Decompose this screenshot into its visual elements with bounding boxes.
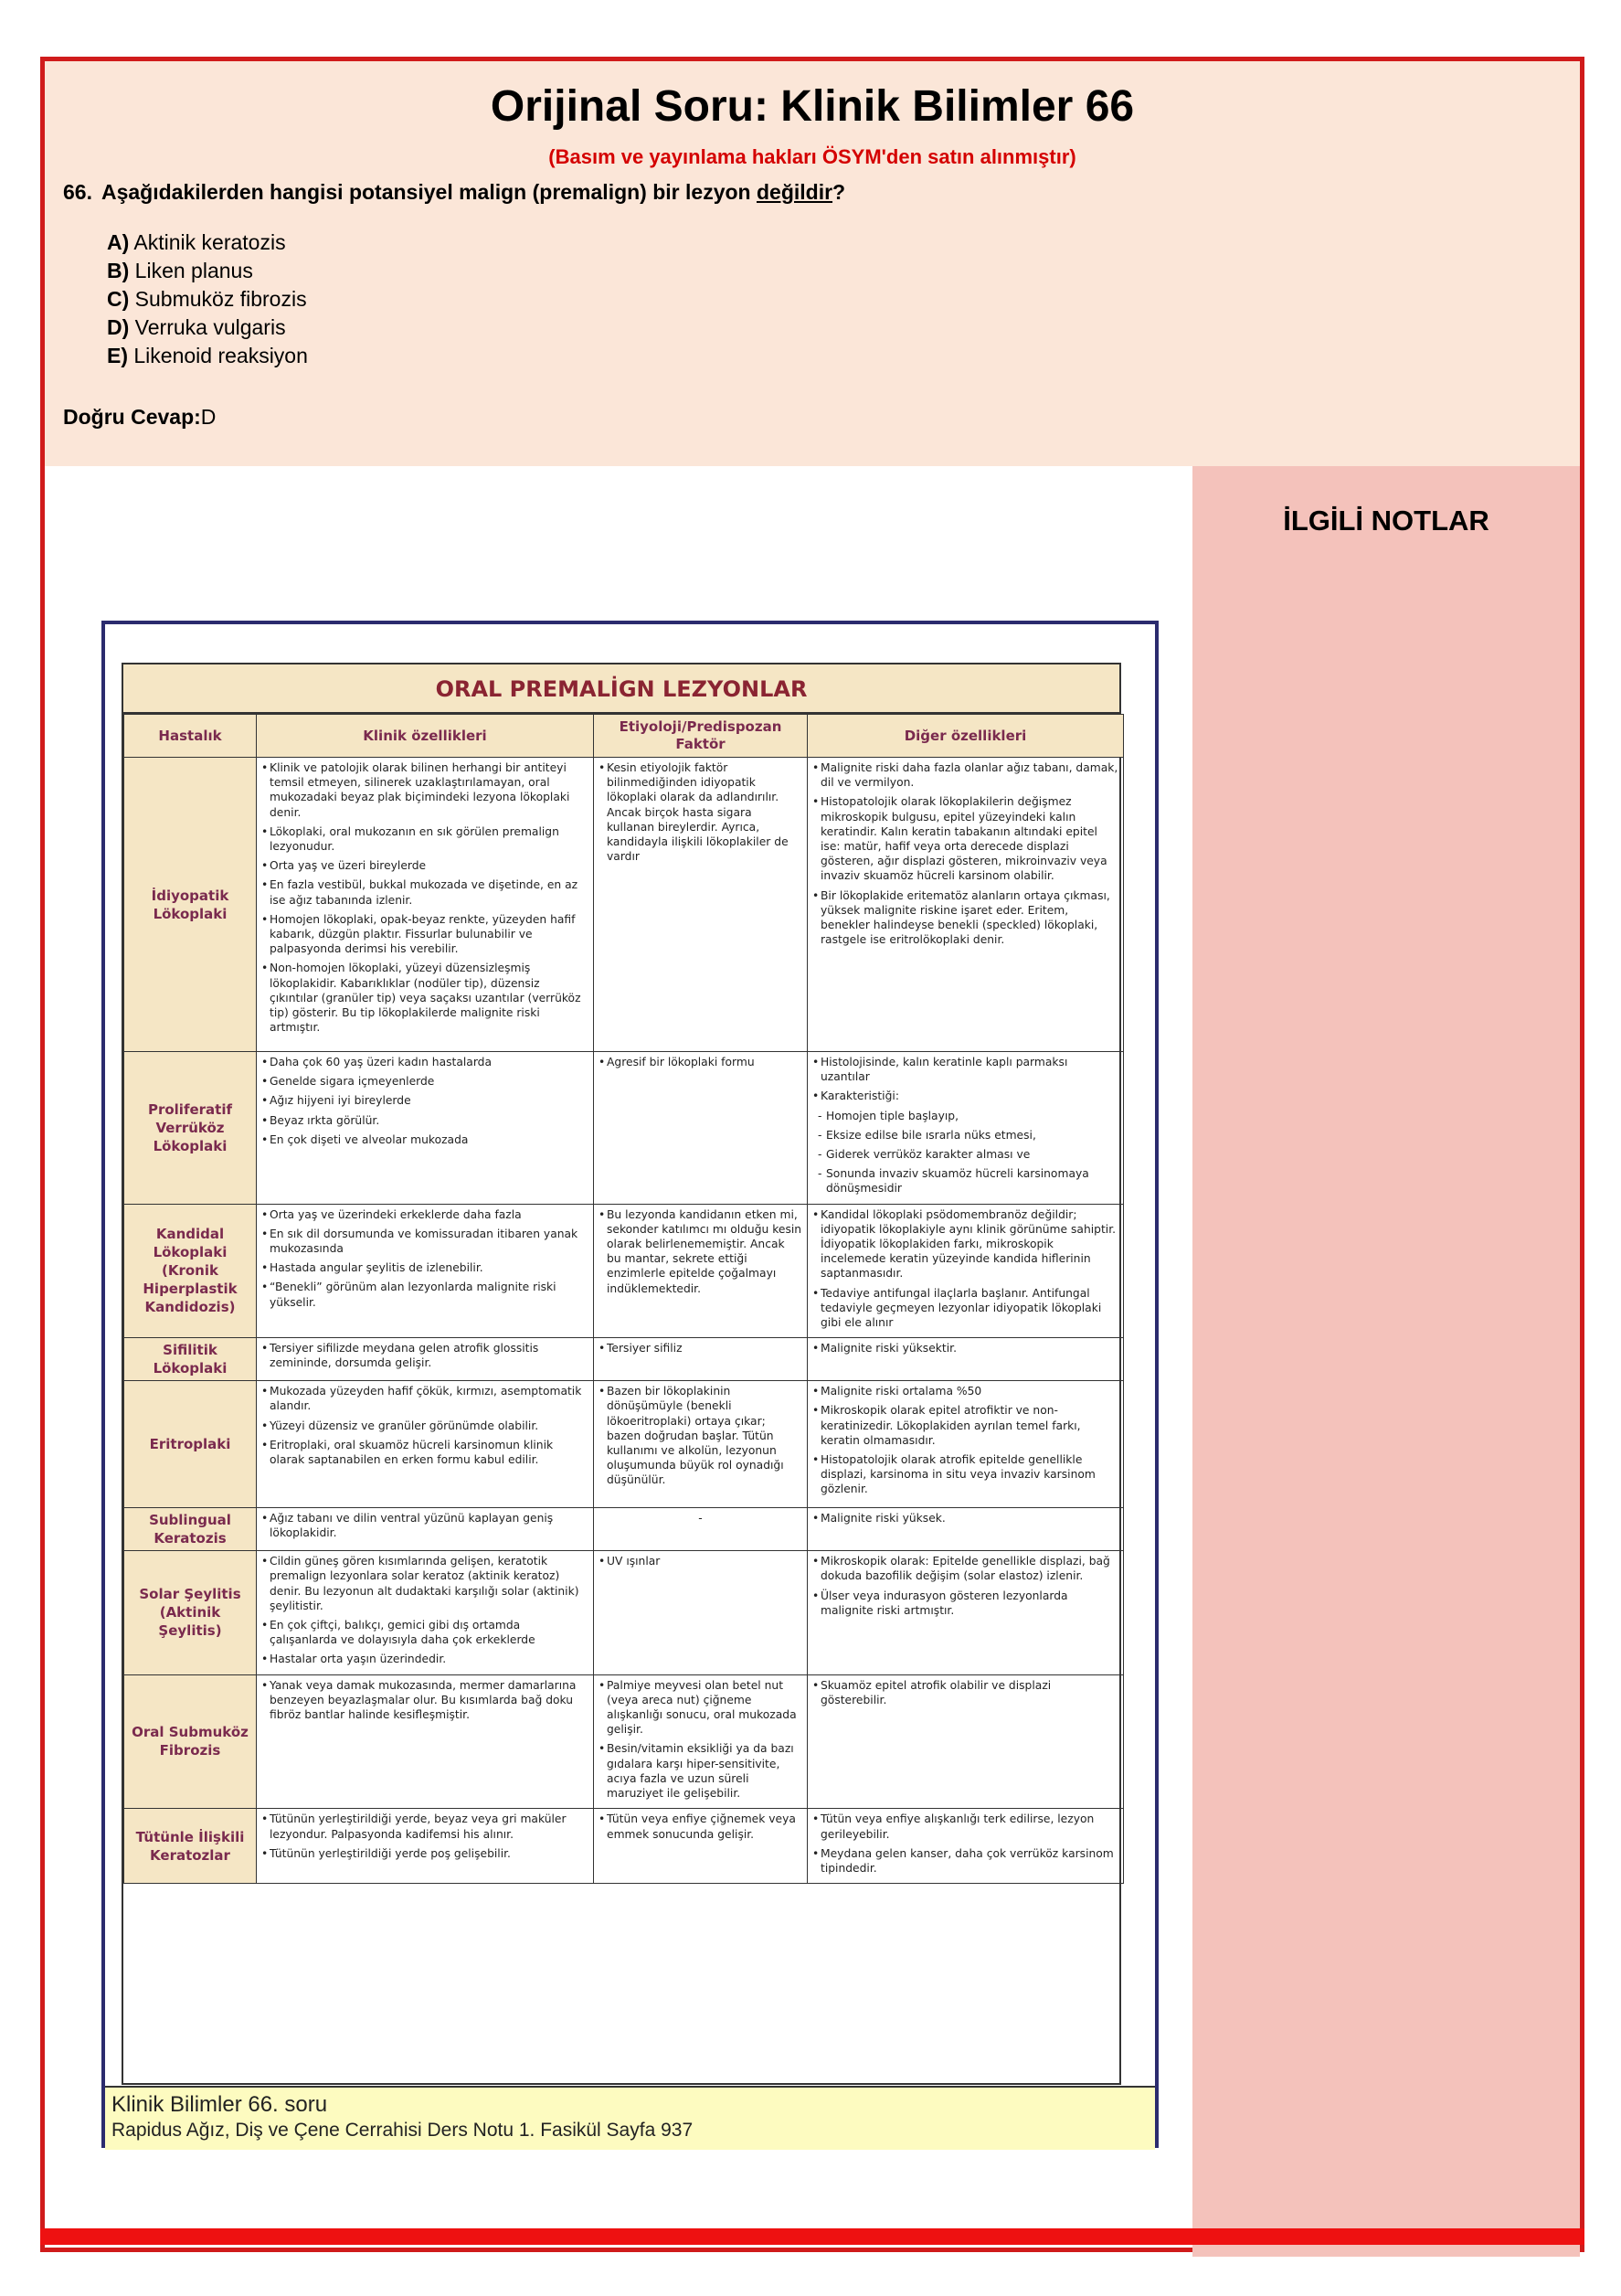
notes-title: İLGİLİ NOTLAR (1283, 505, 1489, 537)
option-letter: A) (107, 230, 130, 254)
option-text: Verruka vulgaris (134, 315, 286, 339)
list-item: • Tütün veya enfiye çiğnemek veya emmek sonucunda gelişir. (599, 1812, 802, 1841)
option-e (107, 342, 308, 370)
list-item: • Malignite riski ortalama %50 (812, 1384, 1118, 1398)
etiology-cell (594, 1204, 808, 1338)
disease-name: Tütünle İlişkili Keratozlar (124, 1809, 257, 1884)
list-item: - Giderek verrüköz karakter alması ve (818, 1147, 1118, 1162)
answer-label: Doğru Cevap: (63, 405, 201, 429)
list-item: • Malignite riski yüksektir. (812, 1341, 1118, 1355)
list-item: • Daha çok 60 yaş üzeri kadın hastalarda (261, 1055, 588, 1069)
table-row (124, 1052, 1124, 1205)
table-row (124, 1204, 1124, 1338)
question-text-after: ? (832, 180, 846, 204)
related-notes-panel (1192, 466, 1580, 2257)
table-row (124, 1674, 1124, 1809)
option-text: Submuköz fibrozis (134, 287, 307, 311)
question-text-before: Aşağıdakilerden hangisi potansiyel malign (premalign) bir lezyon (101, 180, 757, 204)
list-item: • Meydana gelen kanser, daha çok verrüköz karsinom tipindedir. (812, 1846, 1118, 1876)
list-item: • Eritroplaki, oral skuamöz hücreli karsinomun klinik olarak saptanabilen en erken formu kabul edilir. (261, 1438, 588, 1467)
etiology-cell (594, 758, 808, 1052)
column-header: Hastalık (124, 715, 257, 758)
other-features-cell (808, 1204, 1124, 1338)
list-item: • Bir lökoplakide eritematöz alanların ortaya çıkması, yüksek malignite riskine işaret eder. Eritem, benekler halindeyse benekli (speckled) lökoplaki, rastgele ise eritrolökoplaki denir. (812, 888, 1118, 948)
other-features-cell (808, 1338, 1124, 1381)
question-text (63, 180, 845, 205)
disease-name: İdiyopatik Lökoplaki (124, 758, 257, 1052)
list-item: • Agresif bir lökoplaki formu (599, 1055, 802, 1069)
list-item: • Non-homojen lökoplaki, yüzeyi düzensizleşmiş lökoplakidir. Kabarıklıklar (nodüler tip), düzensiz çıkıntılar (granüler tip) veya saçaksı uzantılar (verrüköz tip) gösterir. Bu tip lökoplakilerde malignite riski artmıştır. (261, 961, 588, 1035)
list-item: • Hastada angular şeylitis de izlenebilir. (261, 1260, 588, 1275)
page-frame (40, 57, 1584, 2252)
etiology-cell (594, 1551, 808, 1674)
option-c (107, 285, 308, 314)
premalign-lesions-table (123, 714, 1124, 1884)
list-item: • Histopatolojik olarak atrofik epitelde genellikle displazi, karsinoma in situ veya invaziv karsinom gözlenir. (812, 1452, 1118, 1497)
list-item: • Besin/vitamin eksikliği ya da bazı gıdalara karşı hiper-sensitivite, acıya fazla ve uzun süreli maruziyet ile gelişebilir. (599, 1741, 802, 1801)
list-item: • Hastalar orta yaşın üzerindedir. (261, 1652, 588, 1666)
list-item: • Mikroskopik olarak: Epitelde genellikle displazi, bağ dokuda bazofilik değişim (solar elastoz) izlenir. (812, 1554, 1118, 1583)
clinical-features-cell (257, 1551, 594, 1674)
column-header: Diğer özellikleri (808, 715, 1124, 758)
other-features-cell (808, 1508, 1124, 1551)
question-number: 66. (63, 180, 92, 204)
etiology-cell (594, 1381, 808, 1508)
etiology-cell (594, 1338, 808, 1381)
list-item: • Mukozada yüzeyden hafif çökük, kırmızı, asemptomatik alandır. (261, 1384, 588, 1413)
page-title: Orijinal Soru: Klinik Bilimler 66 (490, 82, 1135, 131)
question-panel (45, 61, 1580, 466)
list-item: • Yüzeyi düzensiz ve granüler görünümde olabilir. (261, 1419, 588, 1433)
list-item: - Eksize edilse bile ısrarla nüks etmesi, (818, 1128, 1118, 1143)
list-item: • Orta yaş ve üzeri bireylerde (261, 858, 588, 873)
list-item: • Mikroskopik olarak epitel atrofiktir ve non-keratinizedir. Lökoplakiden ayrılan temel farkı, keratin olmamasıdır. (812, 1403, 1118, 1448)
clinical-features-cell (257, 1809, 594, 1884)
table-row (124, 1338, 1124, 1381)
other-features-cell (808, 1551, 1124, 1674)
list-item: • Tütünün yerleştirildiği yerde poş gelişebilir. (261, 1846, 588, 1861)
table-row (124, 1381, 1124, 1508)
table-header-row (124, 715, 1124, 758)
column-header: Klinik özellikleri (257, 715, 594, 758)
option-letter: E) (107, 344, 128, 367)
list-item: • En çok çiftçi, balıkçı, gemici gibi dış ortamda çalışanlarda ve dolayısıyla daha çok erkeklerde (261, 1618, 588, 1647)
list-item: • Beyaz ırkta görülür. (261, 1113, 588, 1128)
option-letter: D) (107, 315, 130, 339)
other-features-cell (808, 758, 1124, 1052)
list-item: • Tedaviye antifungal ilaçlarla başlanır. Antifungal tedaviyle geçmeyen lezyonlar idiyopatik lökoplaki gibi ele alınır (812, 1286, 1118, 1331)
list-item: • Orta yaş ve üzerindeki erkeklerde daha fazla (261, 1207, 588, 1222)
disease-name: Solar Şeylitis (Aktinik Şeylitis) (124, 1551, 257, 1674)
list-item: - Homojen tiple başlayıp, (818, 1109, 1118, 1123)
list-item: • Klinik ve patolojik olarak bilinen herhangi bir antiteyi temsil etmeyen, silinerek uzaklaştırılamayan, oral mukozadaki beyaz plak biçimindeki lezyona lökoplaki denir. (261, 760, 588, 820)
option-a (107, 229, 308, 257)
list-item: • UV ışınlar (599, 1554, 802, 1568)
list-item: • Histolojisinde, kalın keratinle kaplı parmaksı uzantılar (812, 1055, 1118, 1084)
list-item: • Tersiyer sifilizde meydana gelen atrofik glossitis zemininde, dorsumda gelişir. (261, 1341, 588, 1370)
disease-name: Proliferatif Verrüköz Lökoplaki (124, 1052, 257, 1205)
bottom-red-bar (40, 2228, 1584, 2245)
question-underlined-word: değildir (756, 180, 833, 204)
list-item: • Kandidal lökoplaki psödomembranöz değildir; idiyopatik lökoplakiyle aynı klinik görünüme sahiptir. İdiyopatik lökoplakiden farkı, mikroskopik incelemede keratin yüzeyinde kandida hiflerinin saptanmasıdır. (812, 1207, 1118, 1281)
option-d (107, 314, 308, 342)
clinical-features-cell (257, 1052, 594, 1205)
list-item: • En sık dil dorsumunda ve komissuradan itibaren yanak mukozasında (261, 1227, 588, 1256)
clinical-features-cell (257, 758, 594, 1052)
etiology-cell (594, 1809, 808, 1884)
answer-options (107, 229, 308, 370)
table-title: ORAL PREMALİGN LEZYONLAR (123, 664, 1119, 714)
other-features-cell (808, 1052, 1124, 1205)
list-item: • Cildin güneş gören kısımlarında gelişen, keratotik premalign lezyonlara solar keratoz (aktinik keratoz) denir. Bu lezyonun alt dudaktaki karşılığı solar (aktinik) şeylitistir. (261, 1554, 588, 1613)
copyright-subtitle: (Basım ve yayınlama hakları ÖSYM'den satın alınmıştır) (548, 145, 1076, 168)
list-item: • Malignite riski yüksek. (812, 1511, 1118, 1525)
clinical-features-cell (257, 1508, 594, 1551)
clinical-features-cell (257, 1204, 594, 1338)
list-item: • Tütün veya enfiye alışkanlığı terk edilirse, lezyon gerileyebilir. (812, 1812, 1118, 1841)
list-item: • Ülser veya indurasyon gösteren lezyonlarda malignite riski artmıştır. (812, 1589, 1118, 1618)
option-b (107, 257, 308, 285)
option-text: Aktinik keratozis (133, 230, 286, 254)
list-item: • Genelde sigara içmeyenlerde (261, 1074, 588, 1089)
list-item: • Yanak veya damak mukozasında, mermer damarlarına benzeyen beyazlaşmalar olur. Bu kısımlarda bağ doku fibröz bantlar halinde kesifleşmiştir. (261, 1678, 588, 1723)
option-text: Liken planus (134, 259, 253, 282)
disease-name: Eritroplaki (124, 1381, 257, 1508)
list-item: • Homojen lökoplaki, opak-beyaz renkte, yüzeyden hafif kabarık, düzgün plaktır. Fissurlar bulunabilir ve palpasyonda derimsi his verebilir. (261, 912, 588, 957)
other-features-cell (808, 1809, 1124, 1884)
table-row (124, 1809, 1124, 1884)
list-item: • Tütünün yerleştirildiği yerde, beyaz veya gri maküler lezyondur. Palpasyonda kadifemsi his alınır. (261, 1812, 588, 1841)
list-item: • Histopatolojik olarak lökoplakilerin değişmez mikroskopik bulgusu, epitel yüzeyindeki kalın keratindir. Kalın keratin tabakanın altındaki epitel ise: matür, hafif veya orta derecede displazi gösteren, ağır displazi gösteren, mikroinvaziv veya invaziv skuamöz hücreli karsinom olabilir. (812, 794, 1118, 883)
list-item: • Tersiyer sifiliz (599, 1341, 802, 1355)
list-item: • Skuamöz epitel atrofik olabilir ve displazi gösterebilir. (812, 1678, 1118, 1707)
list-item: • “Benekli” görünüm alan lezyonlarda malignite riski yükselir. (261, 1280, 588, 1309)
option-text: Likenoid reaksiyon (133, 344, 308, 367)
list-item: • Palmiye meyvesi olan betel nut (veya areca nut) çiğneme alışkanlığı sonucu, oral mukozada gelişir. (599, 1678, 802, 1738)
source-caption (105, 2086, 1155, 2150)
list-item: • Kesin etiyolojik faktör bilinmediğinden idiyopatik lökoplaki olarak da adlandırılır. Ancak birçok hasta sigara kullanan bireylerdir. Ayrıca, kandidayla ilişkili lökoplakiler de vardır (599, 760, 802, 864)
disease-name: Oral Submuköz Fibrozis (124, 1674, 257, 1809)
list-item: • Ağız hijyeni iyi bireylerde (261, 1093, 588, 1108)
etiology-cell (594, 1674, 808, 1809)
correct-answer (63, 405, 216, 430)
other-features-cell (808, 1674, 1124, 1809)
caption-source: Rapidus Ağız, Diş ve Çene Cerrahisi Ders Notu 1. Fasikül Sayfa 937 (111, 2120, 694, 2141)
table-row (124, 1508, 1124, 1551)
other-features-cell (808, 1381, 1124, 1508)
etiology-cell: - (594, 1508, 808, 1551)
clinical-features-cell (257, 1338, 594, 1381)
list-item: • Karakteristiği: (812, 1089, 1118, 1103)
answer-value: D (200, 405, 217, 429)
list-item: • Bu lezyonda kandidanın etken mi, sekonder katılımcı mı olduğu kesin olarak belirlenememiştir. Ancak bu mantar, sekrete ettiği enzimlerle epitelde çoğalmayı indüklemektedir. (599, 1207, 802, 1296)
caption-question-ref: Klinik Bilimler 66. soru (111, 2092, 328, 2117)
column-header: Etiyoloji/Predispozan Faktör (594, 715, 808, 758)
list-item: - Sonunda invaziv skuamöz hücreli karsinomaya dönüşmesidir (818, 1166, 1118, 1196)
list-item: • Malignite riski daha fazla olanlar ağız tabanı, damak, dil ve vermilyon. (812, 760, 1118, 790)
option-letter: C) (107, 287, 130, 311)
textbook-excerpt (101, 621, 1159, 2148)
list-item: • Bazen bir lökoplakinin dönüşümüyle (benekli lökoeritroplaki) ortaya çıkar; bazen doğrudan başlar. Tütün kullanımı ve alkolün, lezyonun oluşumunda büyük rol oynadığı düşünülür. (599, 1384, 802, 1487)
table-row (124, 758, 1124, 1052)
list-item: • En çok dişeti ve alveolar mukozada (261, 1132, 588, 1147)
list-item: • En fazla vestibül, bukkal mukozada ve dişetinde, en az ise ağız tabanında izlenir. (261, 877, 588, 907)
table-row (124, 1551, 1124, 1674)
list-item: • Ağız tabanı ve dilin ventral yüzünü kaplayan geniş lökoplakidir. (261, 1511, 588, 1540)
disease-name: Sifilitik Lökoplaki (124, 1338, 257, 1381)
option-letter: B) (107, 259, 130, 282)
disease-name: Kandidal Lökoplaki (Kronik Hiperplastik Kandidozis) (124, 1204, 257, 1338)
etiology-cell (594, 1052, 808, 1205)
premalign-table-container (122, 663, 1121, 2085)
clinical-features-cell (257, 1674, 594, 1809)
disease-name: Sublingual Keratozis (124, 1508, 257, 1551)
clinical-features-cell (257, 1381, 594, 1508)
list-item: • Lökoplaki, oral mukozanın en sık görülen premalign lezyonudur. (261, 824, 588, 854)
